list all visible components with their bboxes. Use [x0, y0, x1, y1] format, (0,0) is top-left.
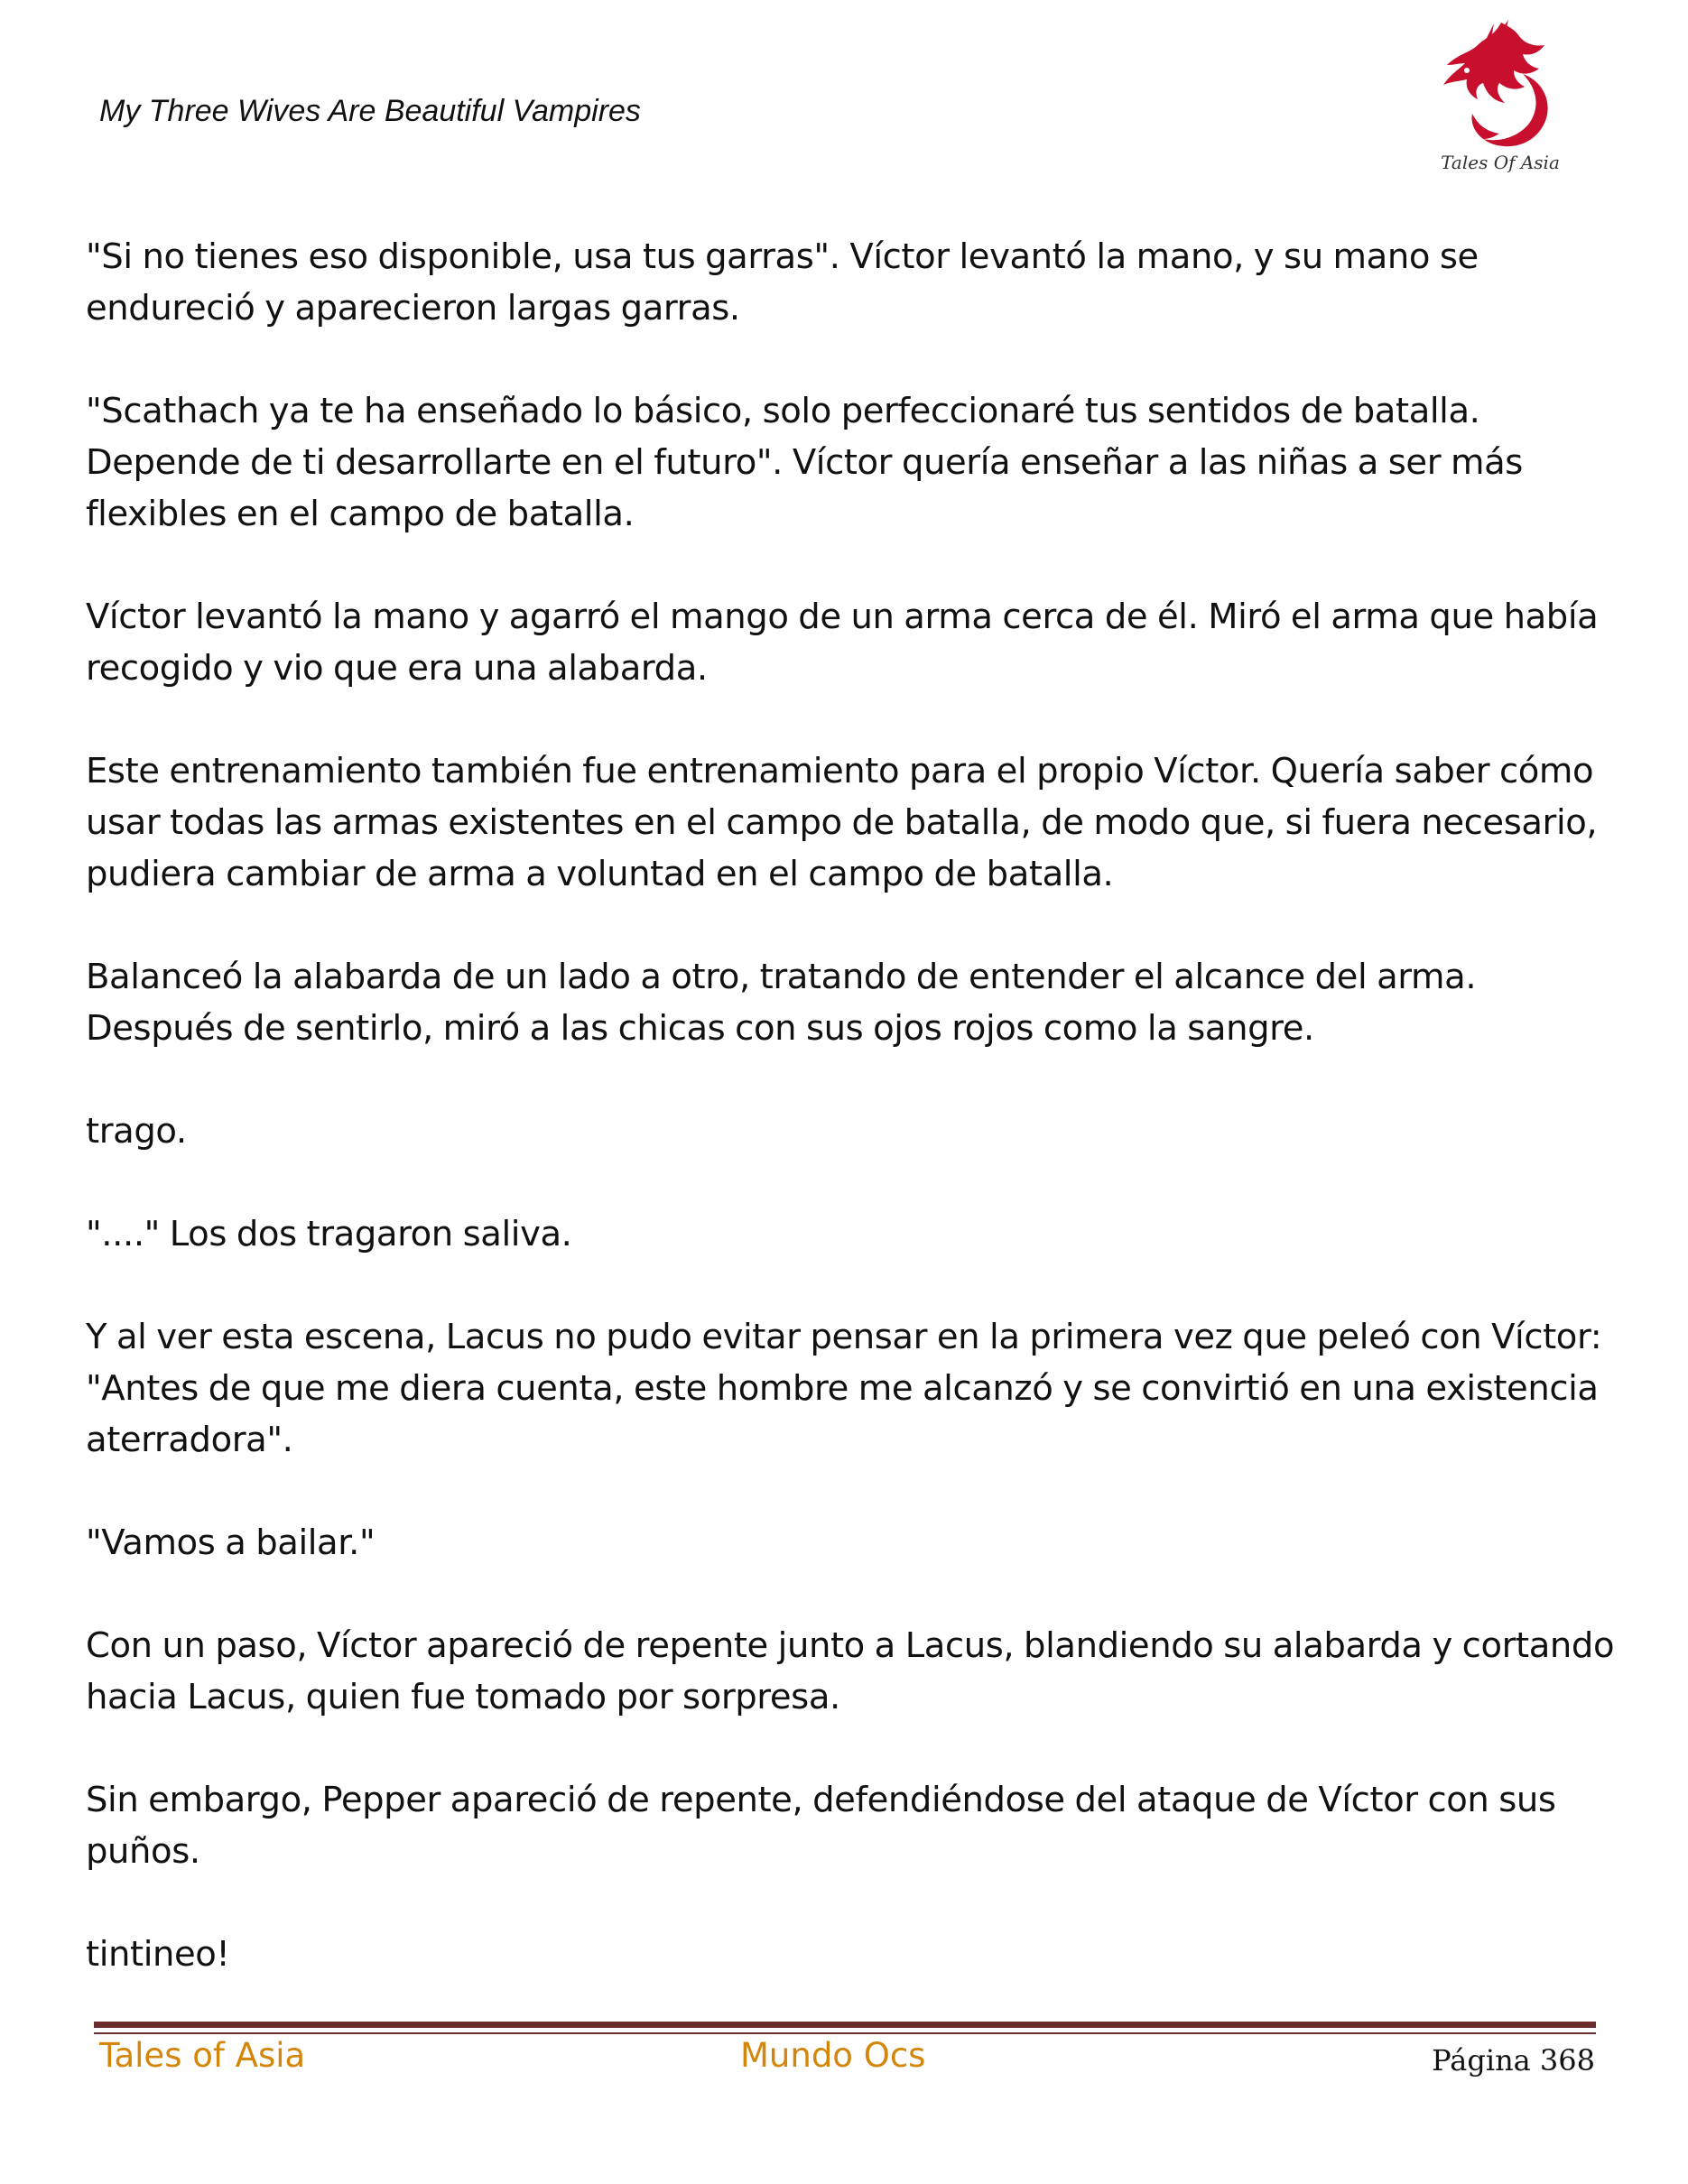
paragraph: Balanceó la alabarda de un lado a otro, tratando de entender el alcance del arma. Después de sentirlo, miró a las chicas con sus ojos rojos como la sangre.: [86, 957, 1477, 1049]
paragraph: tintineo!: [86, 1934, 230, 1975]
footer-rule-thick: [94, 2022, 1596, 2028]
paragraph: Con un paso, Víctor apareció de repente junto a Lacus, blandiendo su alabarda y cortando hacia Lacus, quien fue tomado por sorpresa.: [86, 1625, 1615, 1717]
paragraph: Y al ver esta escena, Lacus no pudo evitar pensar en la primera vez que peleó con Víctor: "Antes de que me diera cuenta, este hombre me alcanzó y se convirtió en una existencia aterradora".: [86, 1317, 1602, 1460]
paragraph: "Si no tienes eso disponible, usa tus garras". Víctor levantó la mano, y su mano se endureció y aparecieron largas garras.: [86, 236, 1479, 329]
footer-publisher: Tales of Asia: [99, 2036, 306, 2075]
running-header-title: My Three Wives Are Beautiful Vampires: [99, 94, 641, 128]
page-number: Página 368: [1432, 2043, 1595, 2078]
paragraph: trago.: [86, 1111, 187, 1152]
footer-section: Mundo Ocs: [740, 2036, 926, 2075]
paragraph: "...." Los dos tragaron saliva.: [86, 1214, 572, 1254]
paragraph: Sin embargo, Pepper apareció de repente, defendiéndose del ataque de Víctor con sus puños.: [86, 1780, 1556, 1872]
paragraph: Víctor levantó la mano y agarró el mango de un arma cerca de él. Miró el arma que había recogido y vio que era una alabarda.: [86, 597, 1599, 689]
paragraph: "Vamos a bailar.": [86, 1522, 376, 1563]
paragraph: Este entrenamiento también fue entrenamiento para el propio Víctor. Quería saber cómo usar todas las armas existentes en el campo de batalla, de modo que, si fuera necesario, pudiera cambiar de arma a voluntad en el campo de batalla.: [86, 751, 1598, 894]
footer-rule-thin: [94, 2032, 1596, 2034]
logo-text: Tales Of Asia: [1441, 152, 1560, 173]
paragraph: "Scathach ya te ha enseñado lo básico, solo perfeccionaré tus sentidos de batalla. Depende de ti desarrollarte en el futuro". Víctor quería enseñar a las niñas a ser más flexibles en el campo de batalla.: [86, 391, 1523, 534]
page-body: [86, 231, 1620, 2031]
